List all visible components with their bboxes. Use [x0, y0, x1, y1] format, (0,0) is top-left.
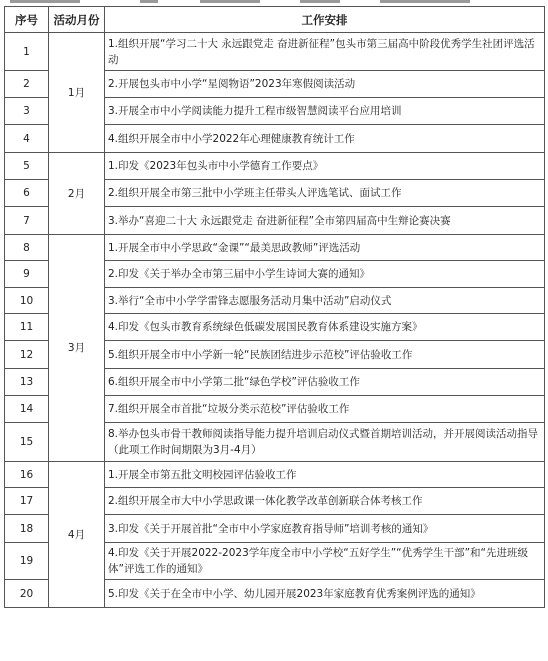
- work-arrangement-cell: 8.举办包头市骨干教师阅读指导能力提升培训启动仪式暨首期培训活动，并开展阅读活动指导（此项工作时间期限为3月-4月）: [105, 423, 545, 462]
- work-arrangement-cell: 3.举办“喜迎二十大 永远跟党走 奋进新征程”全市第四届高中生辩论赛决赛: [105, 207, 545, 235]
- serial-number-cell: 10: [5, 288, 49, 314]
- header-serial-number: 序号: [5, 7, 49, 33]
- table-body: [5, 33, 545, 608]
- work-arrangement-cell: 5.组织开展全市中小学新一轮“民族团结进步示范校”评估验收工作: [105, 341, 545, 369]
- serial-number-cell: 18: [5, 515, 49, 543]
- serial-number-cell: 13: [5, 369, 49, 396]
- serial-number-cell: 1: [5, 33, 49, 71]
- serial-number-cell: 9: [5, 261, 49, 288]
- serial-number-cell: 3: [5, 98, 49, 125]
- header-work-arrangement: 工作安排: [105, 7, 545, 33]
- serial-number-cell: 16: [5, 462, 49, 488]
- activity-month-cell: 2月: [49, 153, 105, 235]
- work-arrangement-cell: 1.开展全市中小学思政“金课”“最美思政教师”评选活动: [105, 235, 545, 261]
- table-row: [5, 462, 545, 488]
- work-schedule-table: [4, 6, 545, 608]
- activity-month-cell: 3月: [49, 235, 105, 462]
- serial-number-cell: 20: [5, 580, 49, 608]
- work-arrangement-cell: 6.组织开展全市中小学第二批“绿色学校”评估验收工作: [105, 369, 545, 396]
- activity-month-cell: 4月: [49, 462, 105, 608]
- work-arrangement-cell: 1.开展全市第五批文明校园评估验收工作: [105, 462, 545, 488]
- work-arrangement-cell: 4.组织开展全市中小学2022年心理健康教育统计工作: [105, 125, 545, 153]
- work-arrangement-cell: 5.印发《关于在全市中小学、幼儿园开展2023年家庭教育优秀案例评选的通知》: [105, 580, 545, 608]
- serial-number-cell: 8: [5, 235, 49, 261]
- serial-number-cell: 14: [5, 396, 49, 423]
- work-arrangement-cell: 7.组织开展全市首批“垃圾分类示范校”评估验收工作: [105, 396, 545, 423]
- table-header-row: [5, 7, 545, 33]
- serial-number-cell: 6: [5, 180, 49, 207]
- work-arrangement-cell: 1.组织开展“学习二十大 永远跟党走 奋进新征程”包头市第三届高中阶段优秀学生社团评选活动: [105, 33, 545, 71]
- serial-number-cell: 4: [5, 125, 49, 153]
- work-arrangement-cell: 1.印发《2023年包头市中小学德育工作要点》: [105, 153, 545, 180]
- work-arrangement-cell: 4.印发《包头市教育系统绿色低碳发展国民教育体系建设实施方案》: [105, 314, 545, 341]
- work-arrangement-cell: 2.开展包头市中小学“星阅物语”2023年寒假阅读活动: [105, 71, 545, 98]
- work-arrangement-cell: 2.组织开展全市第三批中小学班主任带头人评选笔试、面试工作: [105, 180, 545, 207]
- header-activity-month: 活动月份: [49, 7, 105, 33]
- serial-number-cell: 17: [5, 488, 49, 515]
- serial-number-cell: 5: [5, 153, 49, 180]
- serial-number-cell: 2: [5, 71, 49, 98]
- table-row: [5, 153, 545, 180]
- work-arrangement-cell: 3.举行“全市中小学学雷锋志愿服务活动月集中活动”启动仪式: [105, 288, 545, 314]
- serial-number-cell: 15: [5, 423, 49, 462]
- table-row: [5, 33, 545, 71]
- table-row: [5, 235, 545, 261]
- work-arrangement-cell: 2.组织开展全市大中小学思政课一体化教学改革创新联合体考核工作: [105, 488, 545, 515]
- serial-number-cell: 19: [5, 543, 49, 580]
- work-arrangement-cell: 3.开展全市中小学阅读能力提升工程市级智慧阅读平台应用培训: [105, 98, 545, 125]
- work-arrangement-cell: 4.印发《关于开展2022-2023学年度全市中小学校“五好学生”“优秀学生干部”和“先进班级体”评选工作的通知》: [105, 543, 545, 580]
- serial-number-cell: 7: [5, 207, 49, 235]
- work-arrangement-cell: 3.印发《关于开展首批“全市中小学家庭教育指导师”培训考核的通知》: [105, 515, 545, 543]
- serial-number-cell: 11: [5, 314, 49, 341]
- work-arrangement-cell: 2.印发《关于举办全市第三届中小学生诗词大赛的通知》: [105, 261, 545, 288]
- serial-number-cell: 12: [5, 341, 49, 369]
- activity-month-cell: 1月: [49, 33, 105, 153]
